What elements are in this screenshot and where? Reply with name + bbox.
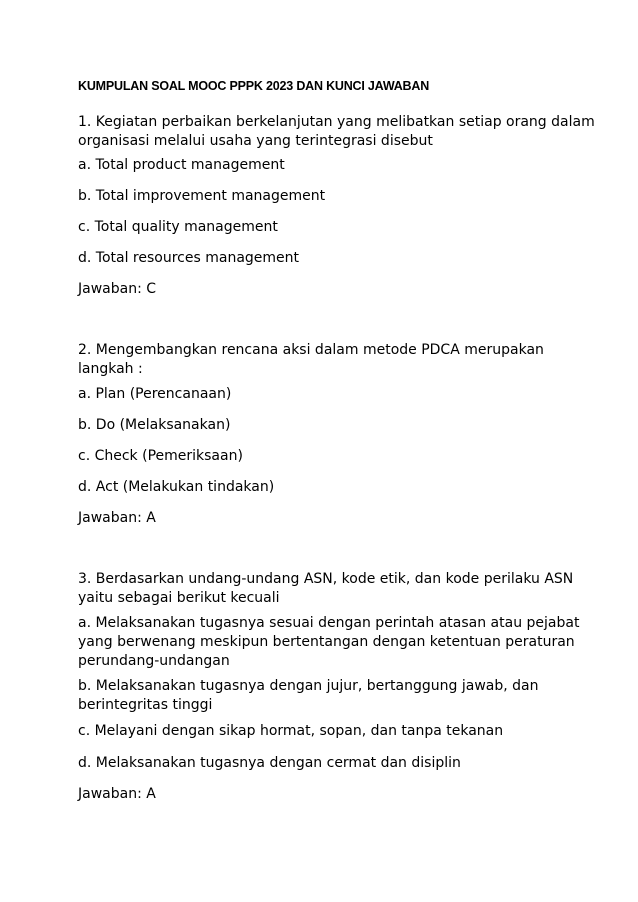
question-1-option-d: d. Total resources management bbox=[78, 250, 300, 266]
question-3-option-b bbox=[78, 677, 568, 715]
question-1-text-line-1: 1. Kegiatan perbaikan berkelanjutan yang melibatkan setiap orang dalam bbox=[78, 114, 595, 130]
question-3-option-a-line-2: yang berwenang meskipun bertentangan dengan ketentuan peraturan bbox=[78, 634, 575, 650]
question-3-option-a-line-3: perundang-undangan bbox=[78, 653, 230, 669]
question-2 bbox=[78, 341, 568, 379]
question-3 bbox=[78, 570, 574, 608]
question-3-option-a bbox=[78, 614, 580, 671]
question-2-option-b: b. Do (Melaksanakan) bbox=[78, 417, 231, 433]
document-title: KUMPULAN SOAL MOOC PPPK 2023 DAN KUNCI JAWABAN bbox=[78, 79, 430, 93]
question-3-option-d: d. Melaksanakan tugasnya dengan cermat dan disiplin bbox=[78, 755, 461, 771]
question-2-text-line-2: langkah : bbox=[78, 361, 143, 377]
question-1 bbox=[78, 113, 595, 151]
question-3-answer: Jawaban: A bbox=[78, 786, 156, 802]
question-1-option-a: a. Total product management bbox=[78, 157, 285, 173]
question-2-answer: Jawaban: A bbox=[78, 510, 156, 526]
question-3-option-b-line-1: b. Melaksanakan tugasnya dengan jujur, bertanggung jawab, dan bbox=[78, 678, 539, 694]
question-2-text-line-1: 2. Mengembangkan rencana aksi dalam metode PDCA merupakan bbox=[78, 342, 544, 358]
question-1-answer: Jawaban: C bbox=[78, 281, 157, 297]
question-3-option-a-line-1: a. Melaksanakan tugasnya sesuai dengan perintah atasan atau pejabat bbox=[78, 615, 580, 631]
question-2-option-a: a. Plan (Perencanaan) bbox=[78, 386, 232, 402]
question-3-text-line-2: yaitu sebagai berikut kecuali bbox=[78, 590, 280, 606]
question-2-option-c: c. Check (Pemeriksaan) bbox=[78, 448, 243, 464]
question-3-option-c: c. Melayani dengan sikap hormat, sopan, dan tanpa tekanan bbox=[78, 723, 504, 739]
question-2-option-d: d. Act (Melakukan tindakan) bbox=[78, 479, 275, 495]
question-3-option-b-line-2: berintegritas tinggi bbox=[78, 697, 213, 713]
question-3-text-line-1: 3. Berdasarkan undang-undang ASN, kode etik, dan kode perilaku ASN bbox=[78, 571, 574, 587]
question-1-text-line-2: organisasi melalui usaha yang terintegrasi disebut bbox=[78, 133, 433, 149]
question-1-option-b: b. Total improvement management bbox=[78, 188, 326, 204]
question-1-option-c: c. Total quality management bbox=[78, 219, 278, 235]
